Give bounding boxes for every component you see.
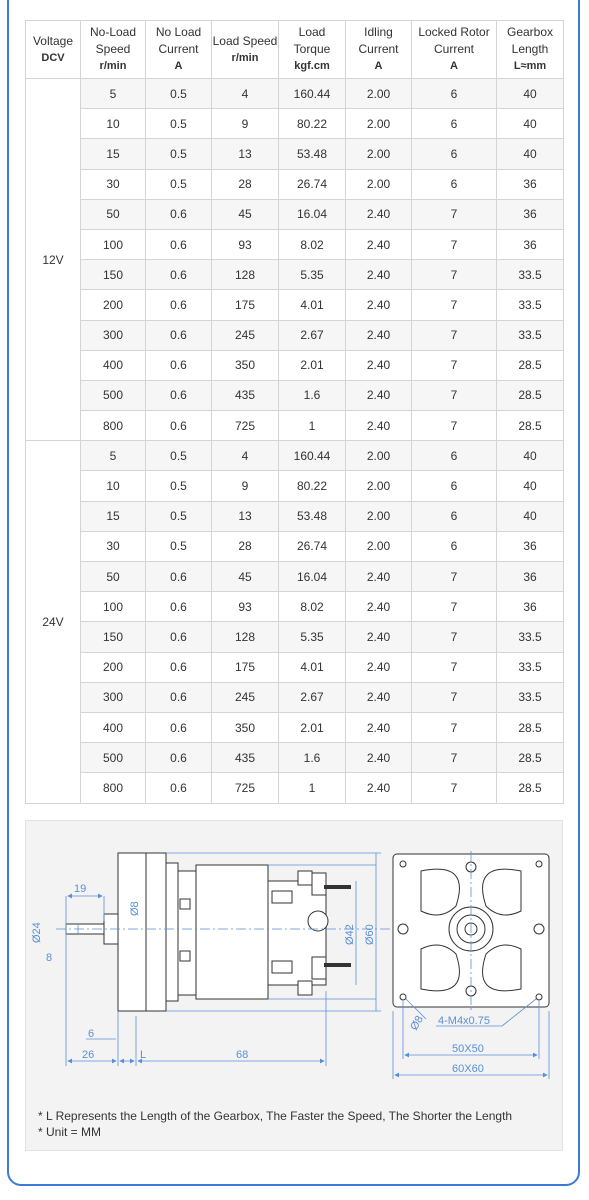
header-unit: A bbox=[174, 60, 183, 72]
header-label: Gearbox Length bbox=[506, 25, 554, 56]
table-cell: 2.00 bbox=[346, 471, 412, 501]
table-body bbox=[26, 79, 564, 804]
table-cell: 7 bbox=[412, 773, 497, 803]
table-cell: 128 bbox=[212, 622, 279, 652]
table-cell: 725 bbox=[212, 773, 279, 803]
header-label: Idling Current bbox=[358, 25, 399, 56]
notes bbox=[38, 1108, 512, 1140]
table-cell: 0.5 bbox=[146, 531, 212, 561]
table-row bbox=[26, 350, 564, 380]
table-cell: 16.04 bbox=[279, 562, 346, 592]
table-cell: 435 bbox=[212, 380, 279, 410]
table-cell: 2.40 bbox=[346, 260, 412, 290]
table-cell: 300 bbox=[81, 682, 146, 712]
table-row bbox=[26, 109, 564, 139]
table-cell: 0.6 bbox=[146, 350, 212, 380]
table-cell: 8.02 bbox=[279, 592, 346, 622]
table-row bbox=[26, 260, 564, 290]
table-cell: 100 bbox=[81, 229, 146, 259]
table-row bbox=[26, 562, 564, 592]
dim-6: 6 bbox=[88, 1028, 95, 1040]
table-cell: 36 bbox=[497, 199, 564, 229]
table-cell: 160.44 bbox=[279, 79, 346, 109]
table-cell: 28.5 bbox=[497, 411, 564, 441]
table-cell: 0.6 bbox=[146, 773, 212, 803]
table-cell: 28.5 bbox=[497, 743, 564, 773]
table-cell: 2.00 bbox=[346, 169, 412, 199]
table-cell: 7 bbox=[412, 411, 497, 441]
table-cell: 128 bbox=[212, 260, 279, 290]
table-row bbox=[26, 441, 564, 471]
table-row bbox=[26, 773, 564, 803]
table-row bbox=[26, 169, 564, 199]
table-cell: 30 bbox=[81, 531, 146, 561]
header-unit: kgf.cm bbox=[294, 60, 330, 72]
header-label: Load Torque bbox=[293, 25, 331, 56]
table-cell: 7 bbox=[412, 562, 497, 592]
table-cell: 2.40 bbox=[346, 562, 412, 592]
header-cell bbox=[497, 21, 564, 79]
table-cell: 40 bbox=[497, 109, 564, 139]
table-cell: 5 bbox=[81, 441, 146, 471]
table-cell: 2.00 bbox=[346, 109, 412, 139]
table-cell: 26.74 bbox=[279, 531, 346, 561]
table-cell: 2.67 bbox=[279, 682, 346, 712]
header-unit: DCV bbox=[41, 51, 65, 64]
table-row bbox=[26, 229, 564, 259]
table-cell: 1 bbox=[279, 773, 346, 803]
table-cell: 7 bbox=[412, 652, 497, 682]
table-cell: 0.6 bbox=[146, 562, 212, 592]
table-cell: 2.00 bbox=[346, 531, 412, 561]
table-cell: 93 bbox=[212, 229, 279, 259]
table-cell: 0.6 bbox=[146, 380, 212, 410]
header-unit: A bbox=[450, 60, 458, 72]
table-cell: 40 bbox=[497, 139, 564, 169]
table-cell: 2.40 bbox=[346, 350, 412, 380]
table-cell: 7 bbox=[412, 290, 497, 320]
table-cell: 28.5 bbox=[497, 380, 564, 410]
table-cell: 4 bbox=[212, 441, 279, 471]
table-cell: 7 bbox=[412, 743, 497, 773]
table-cell: 6 bbox=[412, 139, 497, 169]
table-cell: 6 bbox=[412, 441, 497, 471]
table-cell: 40 bbox=[497, 441, 564, 471]
table-cell: 800 bbox=[81, 411, 146, 441]
table-cell: 0.6 bbox=[146, 260, 212, 290]
header-cell bbox=[26, 21, 81, 79]
table-cell: 350 bbox=[212, 350, 279, 380]
table-cell: 5.35 bbox=[279, 622, 346, 652]
dim-19: 19 bbox=[74, 883, 87, 895]
table-cell: 36 bbox=[497, 592, 564, 622]
header-unit: A bbox=[374, 60, 383, 72]
dim-front-shaft-diameter: Ø8 bbox=[408, 1013, 426, 1033]
table-cell: 0.5 bbox=[146, 79, 212, 109]
table-cell: 0.6 bbox=[146, 229, 212, 259]
table-cell: 4 bbox=[212, 79, 279, 109]
table-cell: 400 bbox=[81, 712, 146, 742]
table-cell: 16.04 bbox=[279, 199, 346, 229]
table-cell: 33.5 bbox=[497, 260, 564, 290]
table-cell: 100 bbox=[81, 592, 146, 622]
table-cell: 5 bbox=[81, 79, 146, 109]
table-cell: 6 bbox=[412, 501, 497, 531]
table-cell: 15 bbox=[81, 139, 146, 169]
header-label: Locked Rotor Current bbox=[418, 25, 490, 56]
table-cell: 53.48 bbox=[279, 501, 346, 531]
table-cell: 200 bbox=[81, 652, 146, 682]
table-cell: 93 bbox=[212, 592, 279, 622]
table-cell: 7 bbox=[412, 592, 497, 622]
voltage-cell: 12V bbox=[26, 79, 81, 441]
table-header-row bbox=[26, 21, 564, 79]
table-cell: 36 bbox=[497, 229, 564, 259]
table-row bbox=[26, 622, 564, 652]
table-cell: 7 bbox=[412, 712, 497, 742]
table-cell: 80.22 bbox=[279, 109, 346, 139]
table-cell: 0.6 bbox=[146, 592, 212, 622]
table-cell: 15 bbox=[81, 501, 146, 531]
motor-drawing-svg bbox=[26, 821, 564, 1152]
table-cell: 1.6 bbox=[279, 380, 346, 410]
header-cell bbox=[81, 21, 146, 79]
table-cell: 2.40 bbox=[346, 592, 412, 622]
table-cell: 50 bbox=[81, 199, 146, 229]
table-cell: 800 bbox=[81, 773, 146, 803]
table-row bbox=[26, 743, 564, 773]
dim-gearbox-length: L bbox=[140, 1049, 147, 1061]
table-cell: 36 bbox=[497, 169, 564, 199]
dim-50x50: 50X50 bbox=[452, 1043, 484, 1055]
table-row bbox=[26, 411, 564, 441]
dim-body-diameter: Ø42 bbox=[344, 924, 356, 945]
table-cell: 80.22 bbox=[279, 471, 346, 501]
table-cell: 7 bbox=[412, 622, 497, 652]
table-row bbox=[26, 501, 564, 531]
table-cell: 2.40 bbox=[346, 380, 412, 410]
table-cell: 0.6 bbox=[146, 743, 212, 773]
table-cell: 7 bbox=[412, 682, 497, 712]
table-cell: 0.6 bbox=[146, 290, 212, 320]
table-cell: 7 bbox=[412, 199, 497, 229]
table-cell: 0.6 bbox=[146, 199, 212, 229]
table-cell: 2.40 bbox=[346, 320, 412, 350]
table-cell: 725 bbox=[212, 411, 279, 441]
dim-8: 8 bbox=[46, 952, 53, 964]
table-cell: 33.5 bbox=[497, 682, 564, 712]
table-cell: 7 bbox=[412, 260, 497, 290]
table-cell: 160.44 bbox=[279, 441, 346, 471]
table-cell: 0.6 bbox=[146, 320, 212, 350]
header-cell bbox=[212, 21, 279, 79]
table-cell: 2.40 bbox=[346, 773, 412, 803]
header-label: No Load Current bbox=[155, 25, 202, 56]
table-row bbox=[26, 471, 564, 501]
header-unit: r/min bbox=[231, 51, 259, 64]
header-cell bbox=[279, 21, 346, 79]
table-cell: 0.6 bbox=[146, 712, 212, 742]
table-cell: 435 bbox=[212, 743, 279, 773]
table-cell: 6 bbox=[412, 531, 497, 561]
table-cell: 4.01 bbox=[279, 652, 346, 682]
spec-table bbox=[25, 20, 564, 804]
table-row bbox=[26, 199, 564, 229]
table-cell: 0.6 bbox=[146, 411, 212, 441]
table-cell: 2.00 bbox=[346, 79, 412, 109]
table-cell: 2.01 bbox=[279, 712, 346, 742]
table-cell: 26.74 bbox=[279, 169, 346, 199]
table-cell: 36 bbox=[497, 531, 564, 561]
table-cell: 40 bbox=[497, 471, 564, 501]
table-cell: 2.40 bbox=[346, 229, 412, 259]
table-cell: 0.5 bbox=[146, 139, 212, 169]
table-cell: 45 bbox=[212, 562, 279, 592]
table-cell: 350 bbox=[212, 712, 279, 742]
table-cell: 40 bbox=[497, 501, 564, 531]
table-cell: 10 bbox=[81, 471, 146, 501]
table-cell: 28.5 bbox=[497, 773, 564, 803]
header-unit: L≈mm bbox=[513, 60, 547, 72]
note-unit: * Unit = MM bbox=[38, 1125, 102, 1139]
table-cell: 6 bbox=[412, 471, 497, 501]
table-cell: 400 bbox=[81, 350, 146, 380]
note-gearbox-length: * L Represents the Length of the Gearbox, The Faster the Speed, The Shorter the Length bbox=[38, 1109, 513, 1123]
table-cell: 45 bbox=[212, 199, 279, 229]
table-cell: 2.40 bbox=[346, 622, 412, 652]
header-cell bbox=[412, 21, 497, 79]
table-cell: 9 bbox=[212, 471, 279, 501]
table-cell: 0.6 bbox=[146, 682, 212, 712]
table-cell: 4.01 bbox=[279, 290, 346, 320]
dim-26: 26 bbox=[82, 1049, 95, 1061]
table-cell: 40 bbox=[497, 79, 564, 109]
dim-flange-diameter: Ø60 bbox=[364, 924, 376, 945]
table-cell: 9 bbox=[212, 109, 279, 139]
table-cell: 53.48 bbox=[279, 139, 346, 169]
table-cell: 33.5 bbox=[497, 290, 564, 320]
table-cell: 33.5 bbox=[497, 652, 564, 682]
dim-mounting-thread: 4-M4x0.75 bbox=[438, 1015, 490, 1027]
motor-side-view bbox=[66, 853, 351, 1011]
table-cell: 2.40 bbox=[346, 712, 412, 742]
table-row bbox=[26, 531, 564, 561]
table-cell: 2.40 bbox=[346, 682, 412, 712]
table-row bbox=[26, 380, 564, 410]
table-cell: 2.00 bbox=[346, 501, 412, 531]
table-cell: 28.5 bbox=[497, 350, 564, 380]
table-cell: 2.00 bbox=[346, 441, 412, 471]
table-cell: 0.6 bbox=[146, 652, 212, 682]
table-cell: 13 bbox=[212, 501, 279, 531]
table-cell: 5.35 bbox=[279, 260, 346, 290]
table-cell: 0.5 bbox=[146, 169, 212, 199]
header-label: Load Speed bbox=[212, 33, 278, 48]
table-cell: 7 bbox=[412, 380, 497, 410]
dim-boss-diameter: Ø24 bbox=[31, 922, 43, 943]
table-cell: 50 bbox=[81, 562, 146, 592]
table-cell: 2.40 bbox=[346, 199, 412, 229]
table-cell: 500 bbox=[81, 743, 146, 773]
header-label: No-Load Speed bbox=[89, 25, 137, 56]
table-row bbox=[26, 712, 564, 742]
table-cell: 0.5 bbox=[146, 441, 212, 471]
table-cell: 2.40 bbox=[346, 743, 412, 773]
table-cell: 0.5 bbox=[146, 109, 212, 139]
table-cell: 33.5 bbox=[497, 320, 564, 350]
table-cell: 6 bbox=[412, 169, 497, 199]
table-cell: 300 bbox=[81, 320, 146, 350]
table-cell: 2.00 bbox=[346, 139, 412, 169]
table-row bbox=[26, 290, 564, 320]
header-cell bbox=[146, 21, 212, 79]
header-cell bbox=[346, 21, 412, 79]
dim-60x60: 60X60 bbox=[452, 1063, 484, 1075]
table-row bbox=[26, 320, 564, 350]
table-cell: 7 bbox=[412, 320, 497, 350]
table-row bbox=[26, 682, 564, 712]
header-unit: r/min bbox=[99, 60, 127, 72]
table-row bbox=[26, 139, 564, 169]
table-cell: 7 bbox=[412, 350, 497, 380]
table-cell: 0.5 bbox=[146, 471, 212, 501]
table-cell: 10 bbox=[81, 109, 146, 139]
table-cell: 500 bbox=[81, 380, 146, 410]
table-row bbox=[26, 592, 564, 622]
table-cell: 1 bbox=[279, 411, 346, 441]
table-cell: 150 bbox=[81, 260, 146, 290]
table-cell: 28.5 bbox=[497, 712, 564, 742]
table-cell: 0.6 bbox=[146, 622, 212, 652]
table-cell: 6 bbox=[412, 79, 497, 109]
dim-68: 68 bbox=[236, 1049, 249, 1061]
table-cell: 0.5 bbox=[146, 501, 212, 531]
table-cell: 33.5 bbox=[497, 622, 564, 652]
table-cell: 28 bbox=[212, 531, 279, 561]
header-label: Voltage bbox=[32, 33, 74, 48]
dim-shaft-diameter: Ø8 bbox=[129, 901, 141, 916]
voltage-cell: 24V bbox=[26, 441, 81, 803]
table-cell: 30 bbox=[81, 169, 146, 199]
table-cell: 2.40 bbox=[346, 411, 412, 441]
table-cell: 7 bbox=[412, 229, 497, 259]
table-cell: 150 bbox=[81, 622, 146, 652]
table-row bbox=[26, 79, 564, 109]
table-cell: 2.67 bbox=[279, 320, 346, 350]
table-cell: 245 bbox=[212, 682, 279, 712]
table-row bbox=[26, 652, 564, 682]
table-cell: 8.02 bbox=[279, 229, 346, 259]
table-cell: 36 bbox=[497, 562, 564, 592]
table-cell: 175 bbox=[212, 652, 279, 682]
table-cell: 6 bbox=[412, 109, 497, 139]
table-cell: 175 bbox=[212, 290, 279, 320]
table-cell: 245 bbox=[212, 320, 279, 350]
table-cell: 13 bbox=[212, 139, 279, 169]
table-cell: 2.40 bbox=[346, 290, 412, 320]
table-cell: 200 bbox=[81, 290, 146, 320]
table-cell: 2.40 bbox=[346, 652, 412, 682]
table-cell: 28 bbox=[212, 169, 279, 199]
table-cell: 1.6 bbox=[279, 743, 346, 773]
dimension-drawing bbox=[25, 820, 563, 1151]
table-cell: 2.01 bbox=[279, 350, 346, 380]
